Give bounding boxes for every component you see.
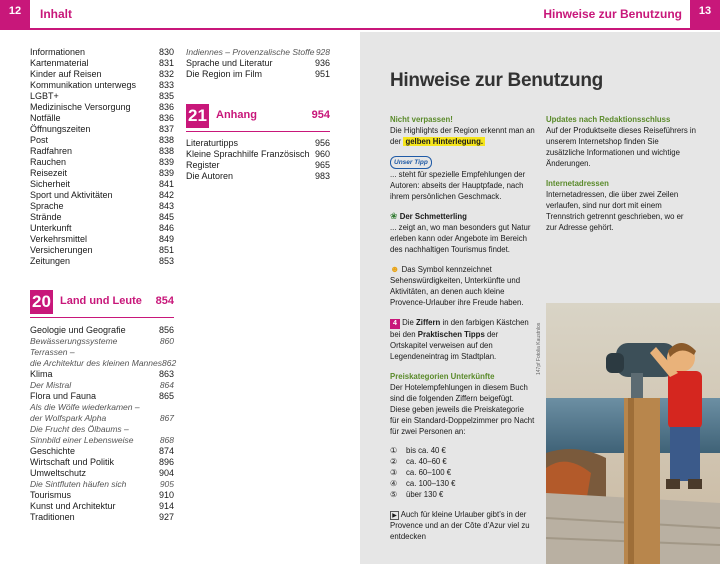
chapter-title: Land und Leute (60, 295, 142, 307)
right-header-rule (360, 28, 690, 30)
toc-entry-page: 860 (159, 336, 174, 346)
hint-text: Der Hotelempfehlungen in diesem Buch sind die folgenden Ziffern beigefügt. Diese geben jeweils die Preiskategorie für ein Standard-Doppelzimmer pro Nacht für zwei Personen an: (390, 383, 535, 436)
toc-entry-title: Post (30, 135, 49, 145)
toc-entry-page: 837 (158, 124, 174, 134)
hint-text: Die (402, 318, 414, 327)
toc-entry-title: Versicherungen (30, 245, 93, 255)
section-heading: Updates nach Redaktionsschluss (546, 115, 671, 124)
toc-entry[interactable] (30, 369, 174, 380)
toc-entry[interactable] (30, 47, 174, 58)
toc-entry-page: 833 (158, 80, 174, 90)
toc-entry-title: Die Frucht des Ölbaums – (30, 424, 129, 434)
toc-entry[interactable] (30, 91, 174, 102)
toc-entry[interactable] (30, 102, 174, 113)
toc-entry[interactable] (30, 468, 174, 479)
photo-credit: 147pf Fotolia Kaustnlos (536, 322, 542, 375)
chapter-number: 20 (30, 290, 53, 314)
highlight-sample: gelben Hinterlegung. (405, 137, 483, 146)
hint-text: ... steht für spezielle Empfehlungen der Autoren: abseits der Hauptpfade, nach ihrem persönlichen Geschmack. (390, 170, 526, 201)
toc-entry-page: 965 (314, 160, 330, 170)
price-category-value: ca. 40–60 € (406, 457, 447, 466)
toc-entry-page: 914 (158, 501, 174, 511)
page-number-right: 13 (690, 0, 720, 30)
toc-entry[interactable] (30, 391, 174, 402)
toc-entry-page: 864 (159, 380, 174, 390)
chapter-page: 954 (311, 109, 330, 121)
hint-arrow (390, 509, 535, 542)
price-category-row (390, 445, 535, 456)
toc-entry-page: 951 (314, 69, 330, 79)
toc-entry-title: Öffnungszeiten (30, 124, 91, 134)
chapter-21-heading[interactable] (186, 104, 330, 128)
toc-entry-title: Literaturtipps (186, 138, 239, 148)
toc-entry-title: Traditionen (30, 512, 75, 522)
price-category-value: ca. 60–100 € (406, 468, 452, 477)
toc-entry-title: Kunst und Architektur (30, 501, 116, 511)
price-category-icon: ① (390, 446, 397, 455)
toc-entry-title: Kleine Sprachhilfe Französisch (186, 149, 310, 159)
chapter-page: 854 (155, 295, 174, 307)
toc-entry-page: 927 (158, 512, 174, 522)
toc-entry-page: 896 (158, 457, 174, 467)
price-category-icon: ② (390, 457, 397, 466)
toc-entry-title: Sprache und Literatur (186, 58, 273, 68)
toc-entry-page: 983 (314, 171, 330, 181)
hint-text: ... zeigt an, wo man besonders gut Natur erleben kann oder Angebote im Bereich des nachhaltigen Tourismus findet. (390, 223, 531, 254)
toc-entry-title: der Wolfspark Alpha (30, 413, 107, 423)
toc-entry-page: 910 (158, 490, 174, 500)
hint-text: der Ortskapitel verweisen auf den Legendeneintrag im Stadtplan. (390, 330, 499, 361)
toc-entry-page: 839 (158, 157, 174, 167)
toc-entry[interactable] (30, 69, 174, 80)
toc-entry-page: 856 (158, 325, 174, 335)
toc-entry[interactable] (30, 424, 174, 435)
toc-entry-title: Flora und Fauna (30, 391, 97, 401)
toc-entry-page: 838 (158, 135, 174, 145)
toc-entry[interactable] (30, 146, 174, 157)
price-category-value: bis ca. 40 € (406, 446, 446, 455)
price-category-value: über 130 € (406, 490, 444, 499)
right-page (360, 0, 720, 564)
toc-entry[interactable] (30, 201, 174, 212)
price-category-icon: ③ (390, 468, 397, 477)
hint-updates (546, 114, 696, 169)
hint-text: Auf der Produktseite dieses Reiseführers in unserem Internetshop finden Sie zusätzliche Informationen und wichtige Änderungen. (546, 126, 696, 168)
right-header-title: Hinweise zur Benutzung (543, 7, 682, 21)
page-number-left: 12 (0, 0, 30, 30)
toc-entry-page: 839 (158, 168, 174, 178)
hint-text: in den farbigen Kästchen bei den (390, 318, 529, 339)
butterfly-icon: ❀ (390, 211, 398, 221)
toc-entry[interactable] (186, 47, 330, 58)
hints-column-right (546, 114, 696, 242)
toc-entry[interactable] (30, 512, 174, 523)
hint-text: Das Symbol kennzeichnet Sehenswürdigkeiten, Unterkünfte und Aktivitäten, an denen auch kleine Provence-Urlauber ihre Freude haben. (390, 265, 524, 307)
toc-entry-title: Der Mistral (30, 380, 72, 390)
hint-unser-tipp (390, 156, 535, 202)
tip-badge-icon: Unser Tipp (390, 156, 432, 169)
toc-entry[interactable] (30, 479, 174, 490)
toc-entry-title: Indiennes – Provenzalische Stoffe (186, 47, 315, 57)
toc-entry-page: 867 (159, 413, 174, 423)
price-list (390, 445, 535, 500)
toc-entry-page: 956 (314, 138, 330, 148)
price-category-row (390, 467, 535, 478)
toc-entry-page: 905 (159, 479, 174, 489)
hint-internet (546, 178, 696, 233)
chapter-number: 21 (186, 104, 209, 128)
toc-entry[interactable] (30, 501, 174, 512)
toc-entry[interactable] (30, 135, 174, 146)
chapter-title: Anhang (216, 109, 257, 121)
toc-entry[interactable] (30, 168, 174, 179)
toc-entry[interactable] (30, 179, 174, 190)
toc-entry-page: 842 (158, 190, 174, 200)
toc-entry-page: 835 (158, 91, 174, 101)
toc-entry-title: Kommunikation unterwegs (30, 80, 137, 90)
hint-text: Internetadressen, die über zwei Zeilen verlaufen, sind nur dort mit einem Trennstrich getrennt geschrieben, wo er zur Adresse gehört. (546, 190, 684, 232)
left-header-rule (30, 28, 360, 30)
toc-entry[interactable] (30, 336, 174, 347)
page-title: Hinweise zur Benutzung (390, 70, 603, 91)
toc-entry-title: Die Sintfluten häufen sich (30, 479, 127, 489)
toc-entry-page: 845 (158, 212, 174, 222)
toc-entry-page: 862 (161, 358, 177, 368)
toc-entry-page: 846 (158, 223, 174, 233)
toc-entry-title: Geologie und Geografie (30, 325, 126, 335)
section-heading: Preiskategorien Unterkünfte (390, 372, 495, 381)
toc-entry-page: 843 (158, 201, 174, 211)
toc-entry-page: 960 (314, 149, 330, 159)
toc-entry-page: 838 (158, 146, 174, 156)
chapter-20-heading[interactable] (30, 290, 174, 314)
toc-entry-title: Kartenmaterial (30, 58, 89, 68)
toc-entry-title: Kinder auf Reisen (30, 69, 102, 79)
toc-entry[interactable] (30, 358, 177, 369)
price-category-icon: ⑤ (390, 490, 397, 499)
toc-entry-title: Sport und Aktivitäten (30, 190, 113, 200)
toc-entry-title: Tourismus (30, 490, 72, 500)
toc-entry-page: 836 (158, 102, 174, 112)
toc-column-2-bottom (186, 138, 330, 182)
toc-entry-title: Geschichte (30, 446, 76, 456)
toc-entry-page: 904 (158, 468, 174, 478)
toc-entry-title: Register (186, 160, 220, 170)
toc-entry[interactable] (186, 58, 330, 69)
toc-column-1-top (30, 47, 174, 267)
toc-entry-title: Sinnbild einer Lebensweise (30, 435, 134, 445)
price-category-row (390, 478, 535, 489)
toc-entry[interactable] (30, 157, 174, 168)
price-category-row (390, 489, 535, 500)
toc-entry-title: LGBT+ (30, 91, 59, 101)
toc-entry[interactable] (30, 457, 174, 468)
photo-child-telescope (546, 303, 720, 564)
photo-illustration (546, 303, 720, 564)
toc-entry-title: Informationen (30, 47, 86, 57)
toc-entry-title: Sicherheit (30, 179, 71, 189)
toc-entry[interactable] (30, 245, 174, 256)
toc-entry-page: 928 (315, 47, 330, 57)
toc-entry-page: 874 (158, 446, 174, 456)
toc-entry-page: 868 (159, 435, 174, 445)
toc-entry[interactable] (30, 58, 174, 69)
section-heading: Internetadressen (546, 179, 609, 188)
toc-entry[interactable] (30, 124, 174, 135)
toc-entry[interactable] (30, 380, 174, 391)
toc-entry[interactable] (30, 435, 174, 446)
toc-entry-title: Notfälle (30, 113, 61, 123)
hint-nicht-verpassen (390, 114, 535, 147)
child-icon: ☻ (390, 264, 400, 274)
toc-entry-title: Rauchen (30, 157, 67, 167)
toc-entry[interactable] (30, 223, 174, 234)
toc-entry-title: Klima (30, 369, 53, 379)
toc-entry-title: Umweltschutz (30, 468, 87, 478)
toc-entry-title: Bewässerungssysteme (30, 336, 118, 346)
chapter-rule (30, 317, 174, 318)
number-box-icon: 4 (390, 319, 400, 329)
toc-entry[interactable] (30, 446, 174, 457)
toc-entry-title: Reisezeit (30, 168, 68, 178)
toc-entry-title: Terrassen – (30, 347, 75, 357)
left-page-header (0, 0, 360, 32)
toc-entry[interactable] (30, 234, 174, 245)
toc-entry-title: Sprache (30, 201, 64, 211)
hint-ziffern (390, 317, 535, 362)
arrow-box-icon: ▶ (390, 511, 399, 520)
toc-entry-page: 836 (158, 113, 174, 123)
toc-entry[interactable] (30, 413, 174, 424)
section-heading: Nicht verpassen! (390, 115, 453, 124)
toc-entry-title: Radfahren (30, 146, 73, 156)
hint-heading: Der Schmetterling (399, 212, 467, 221)
hint-family-symbol (390, 264, 535, 308)
toc-entry[interactable] (30, 190, 174, 201)
toc-entry-title: Zeitungen (30, 256, 71, 266)
toc-entry-page: 831 (158, 58, 174, 68)
toc-entry-page: 853 (158, 256, 174, 266)
toc-entry[interactable] (30, 490, 174, 501)
toc-entry[interactable] (186, 69, 330, 80)
chapter-rule (186, 131, 330, 132)
hint-schmetterling (390, 211, 535, 255)
price-category-icon: ④ (390, 479, 397, 488)
toc-entry-title: Verkehrsmittel (30, 234, 88, 244)
toc-entry[interactable] (186, 149, 330, 160)
toc-entry-page: 841 (158, 179, 174, 189)
toc-entry[interactable] (30, 212, 174, 223)
toc-entry[interactable] (30, 80, 174, 91)
toc-entry-page: 936 (314, 58, 330, 68)
toc-entry[interactable] (186, 138, 330, 149)
toc-entry-title: Strände (30, 212, 62, 222)
toc-column-1-bottom (30, 325, 177, 523)
toc-entry-page: 830 (158, 47, 174, 57)
hint-text: Die Highlights der Region erkennt man an der (390, 126, 535, 146)
toc-entry-title: Als die Wölfe wiederkamen – (30, 402, 140, 412)
toc-entry-title: Medizinische Versorgung (30, 102, 131, 112)
toc-entry-title: Die Region im Film (186, 69, 263, 79)
price-category-value: ca. 100–130 € (406, 479, 456, 488)
hints-column-left (390, 114, 535, 551)
toc-entry-title: Wirtschaft und Politik (30, 457, 115, 467)
toc-entry[interactable] (30, 402, 174, 413)
toc-entry-title: Die Autoren (186, 171, 234, 181)
toc-entry-title: die Architektur des kleinen Mannes (30, 358, 162, 368)
toc-entry[interactable] (30, 325, 174, 336)
hint-bold: Ziffern (416, 318, 441, 327)
toc-entry-page: 863 (158, 369, 174, 379)
toc-entry-page: 849 (158, 234, 174, 244)
toc-entry-page: 865 (158, 391, 174, 401)
toc-entry[interactable] (186, 171, 330, 182)
toc-entry[interactable] (30, 113, 174, 124)
hint-text: Auch für kleine Urlauber gibt’s in der Provence und an der Côte d’Azur viel zu entdecken (390, 510, 530, 541)
left-header-title: Inhalt (40, 7, 72, 21)
toc-entry[interactable] (30, 256, 174, 267)
hint-bold: Praktischen Tipps (417, 330, 485, 339)
toc-column-2-top (186, 47, 330, 80)
hint-preiskategorien (390, 371, 535, 500)
toc-entry-title: Unterkunft (30, 223, 72, 233)
price-category-row (390, 456, 535, 467)
toc-entry[interactable] (30, 347, 174, 358)
right-page-header (360, 0, 720, 32)
toc-entry-page: 832 (158, 69, 174, 79)
toc-entry[interactable] (186, 160, 330, 171)
toc-entry-page: 851 (158, 245, 174, 255)
